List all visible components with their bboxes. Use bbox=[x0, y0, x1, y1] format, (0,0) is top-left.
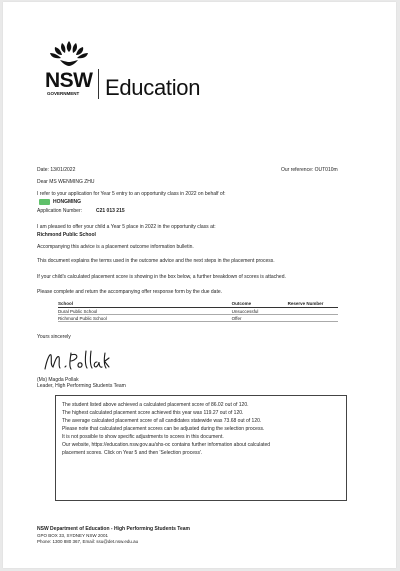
application-number: C21 013 215 bbox=[96, 208, 125, 214]
score-line: Our website, https://education.nsw.gov.au/shs-oc contains further information about calculated bbox=[62, 442, 271, 448]
signature-icon bbox=[41, 347, 111, 375]
score-line: Please note that calculated placement scores can be adjusted during the selection process. bbox=[62, 426, 265, 432]
student-name: HONGMING bbox=[53, 199, 82, 205]
outcome-cell: Offer bbox=[232, 315, 288, 322]
footer-org: NSW Department of Education - High Performing Students Team bbox=[37, 526, 190, 532]
outcome-table bbox=[58, 301, 338, 322]
department-name: Education bbox=[105, 75, 201, 100]
logo-divider bbox=[98, 69, 99, 99]
signatory-title: Leader, High Performing Students Team bbox=[37, 383, 126, 389]
paragraph-bulletin: Accompanying this advice is a placement outcome information bulletin. bbox=[37, 244, 194, 250]
paragraph-terms: This document explains the terms used in the outcome advice and the next steps in the placement process. bbox=[37, 258, 275, 264]
paragraph-scores: If your child's calculated placement score is showing in the box below, a further breakdown of scores is attached. bbox=[37, 274, 286, 280]
score-line: The highest calculated placement score achieved this year was 119.27 out of 120. bbox=[62, 410, 244, 416]
signatory-name: (Ms) Magda Pollak bbox=[37, 377, 79, 383]
letter-date: Date: 13/01/2022 bbox=[37, 167, 76, 173]
footer-address: GPO BOX 33, SYDNEY NSW 2001 bbox=[37, 533, 108, 538]
score-line: The student listed above achieved a calculated placement score of 86.02 out of 120. bbox=[62, 402, 249, 408]
score-line: The average calculated placement score of all candidates statewide was 73.68 out of 120. bbox=[62, 418, 262, 424]
letter-page bbox=[3, 2, 396, 568]
footer-contact: Phone: 1300 880 367, Email: ssu@det.nsw.edu.au bbox=[37, 539, 139, 544]
nsw-wordmark: NSW bbox=[45, 69, 93, 92]
score-line: placement scores. Click on Year 5 and then 'Selection process'. bbox=[62, 450, 203, 456]
col-reserve: Reserve Number bbox=[288, 301, 338, 308]
offer-school: Richmond Public School bbox=[37, 232, 96, 238]
col-school: School bbox=[58, 301, 232, 308]
our-reference: Our reference: OUT010m bbox=[281, 167, 338, 173]
school-cell: Richmond Public School bbox=[58, 315, 232, 322]
offer-line: I am pleased to offer your child a Year 5 place in 2022 in the opportunity class at: bbox=[37, 224, 216, 230]
reserve-cell bbox=[288, 315, 338, 322]
closing: Yours sincerely bbox=[37, 334, 71, 340]
redaction-mark bbox=[39, 199, 50, 205]
paragraph-response: Please complete and return the accompanying offer response form by the due date. bbox=[37, 289, 223, 295]
application-number-label: Application Number: bbox=[37, 208, 83, 214]
outcome-cell: Unsuccessful bbox=[232, 308, 288, 315]
intro-paragraph: I refer to your application for Year 5 entry to an opportunity class in 2022 on behalf of: bbox=[37, 191, 226, 197]
school-cell: Dural Public School bbox=[58, 308, 232, 315]
waratah-logo-icon bbox=[43, 39, 95, 69]
government-label: GOVERNMENT bbox=[47, 91, 80, 96]
col-outcome: Outcome bbox=[232, 301, 288, 308]
salutation: Dear MS WENMING ZHU bbox=[37, 179, 95, 185]
reserve-cell bbox=[288, 308, 338, 315]
table-row bbox=[58, 308, 338, 315]
table-row bbox=[58, 315, 338, 322]
score-box bbox=[55, 395, 347, 501]
score-line: It is not possible to show specific adjustments to scores in this document. bbox=[62, 434, 224, 440]
